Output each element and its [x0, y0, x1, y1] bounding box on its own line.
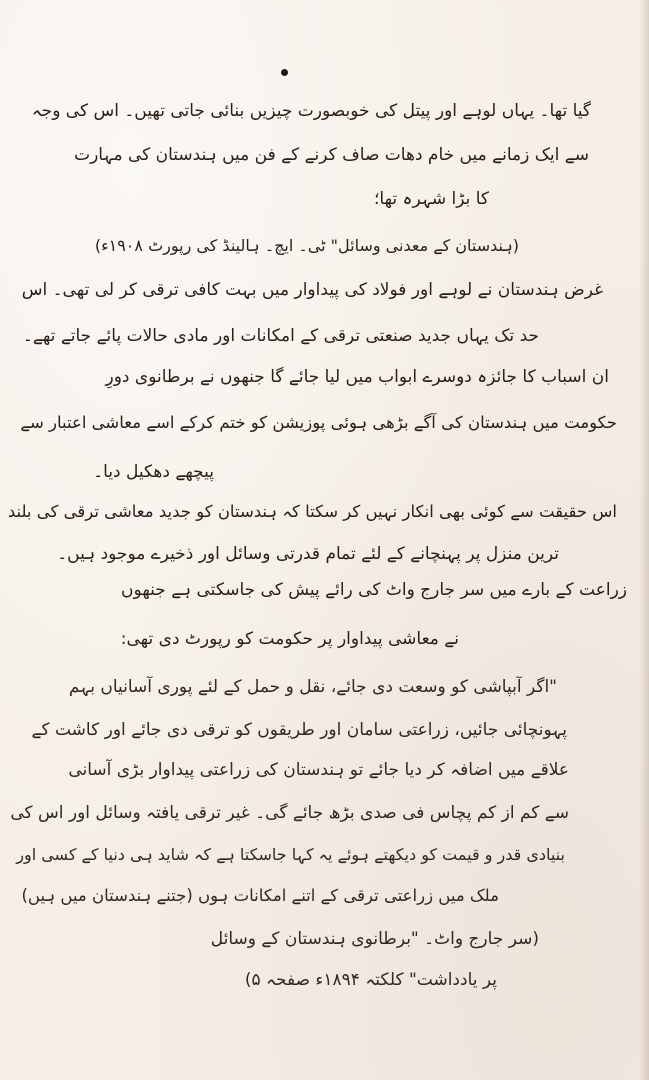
quote-source-line-2: پر یادداشت" کلکتہ ۱۸۹۴ء صفحہ ۵): [244, 970, 497, 990]
text-line-1: گیا تھا۔ یہاں لوہے اور پیتل کی خوبصورت چیزیں بنائی جاتی تھیں۔ اس کی وجہ: [31, 101, 591, 121]
text-line-6: حد تک یہاں جدید صنعتی ترقی کے امکانات اور مادی حالات پائے جاتے تھے۔: [22, 326, 539, 346]
text-line-12: زراعت کے بارے میں سر جارج واٹ کی رائے پیش کی جاسکتی ہے جنھوں: [121, 580, 627, 600]
text-line-9: پیچھے دھکیل دیا۔: [93, 462, 214, 482]
quote-source-line-1: (سر جارج واٹ۔ "برطانوی ہندستان کے وسائل: [210, 929, 539, 949]
text-line-7: ان اسباب کا جائزہ دوسرے ابواب میں لیا جائے گا جنھوں نے برطانوی دورِ: [105, 367, 609, 387]
quote-line-3: علاقے میں اضافہ کر دیا جائے تو ہندستان کی زراعتی پیداوار بڑی آسانی: [68, 760, 569, 780]
text-line-11: ترین منزل پر پہنچانے کے لئے تمام قدرتی وسائل اور ذخیرے موجود ہیں۔: [57, 544, 559, 564]
quote-line-5: بنیادی قدر و قیمت کو دیکھتے ہوئے یہ کہا جاسکتا ہے کہ شاید ہی دنیا کے کسی اور: [16, 845, 565, 864]
text-line-5: غرض ہندستان نے لوہے اور فولاد کی پیداوار میں بہت کافی ترقی کر لی تھی۔ اس: [21, 280, 603, 300]
text-line-8: حکومت میں ہندستان کی آگے بڑھی ہوئی پوزیشن کو ختم کرکے اسے معاشی اعتبار سے: [20, 413, 617, 432]
text-line-2: سے ایک زمانے میں خام دھات صاف کرنے کے فن میں ہندستان کی مہارت: [74, 145, 589, 165]
text-line-4-citation: (ہندستان کے معدنی وسائل" ٹی۔ ایچ۔ ہالینڈ کی رپورٹ ۱۹۰۸ء): [94, 236, 519, 255]
text-line-10: اس حقیقت سے کوئی بھی انکار نہیں کر سکتا کہ ہندستان کو جدید معاشی ترقی کی بلند: [7, 502, 617, 521]
text-line-13: نے معاشی پیداوار پر حکومت کو رپورٹ دی تھی:: [120, 629, 459, 649]
quote-line-1: "اگر آبپاشی کو وسعت دی جائے، نقل و حمل کے لئے پوری آسانیاں بہم: [68, 677, 557, 697]
page-edge-shadow: [639, 0, 649, 1080]
quote-line-4: سے کم از کم پچاس فی صدی بڑھ جائے گی۔ غیر ترقی یافتہ وسائل اور اس کی: [10, 803, 569, 823]
quote-line-6: ملک میں زراعتی ترقی کے اتنے امکانات ہوں (جتنے ہندستان میں ہیں): [21, 886, 499, 905]
text-line-3: کا بڑا شہرہ تھا؛: [373, 189, 489, 209]
quote-line-2: پہونچائی جائیں، زراعتی سامان اور طریقوں کو ترقی دی جائے اور کاشت کے: [31, 720, 567, 740]
ink-dot: [281, 69, 288, 76]
